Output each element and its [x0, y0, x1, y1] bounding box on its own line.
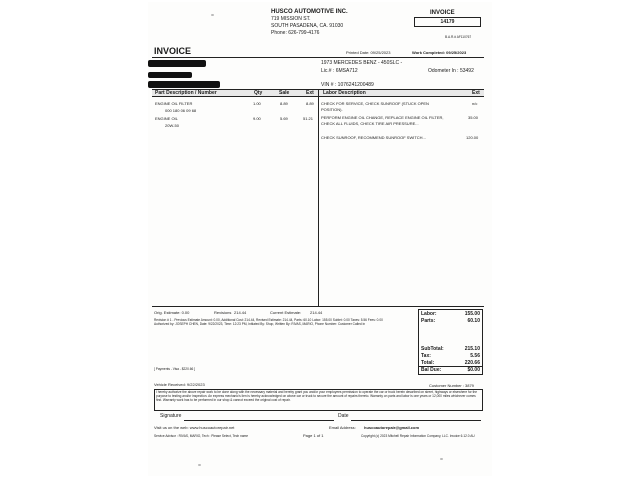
- vehicle-description: 1973 MERCEDES BENZ - 450SLC -: [321, 60, 403, 66]
- labor-row-1-ext: n/c: [472, 101, 478, 106]
- tax-amount: 5.56: [470, 353, 480, 359]
- current-estimate-value: 214.44: [310, 310, 323, 315]
- vehicle-license: Lic.# : 6MSA712: [321, 68, 358, 74]
- email-address[interactable]: huscoautorepair@gmail.com: [364, 425, 420, 430]
- vehicle-vin: VIN # : 1076241200489: [321, 82, 374, 88]
- baldue-label: Bal Due:: [421, 367, 442, 373]
- part-row-2-qty: 9.00: [253, 116, 261, 121]
- parts-total-label: Parts:: [421, 318, 436, 324]
- signature-label: Signature: [160, 413, 182, 419]
- revisions-value: 214.44: [234, 310, 247, 315]
- labor-total-label: Labor:: [421, 311, 437, 317]
- revisions-label: Revisions: [214, 310, 232, 315]
- parts-header-qty: Qty: [254, 90, 263, 96]
- labor-total-value: [448, 311, 480, 317]
- redacted-customer-address: [148, 72, 192, 78]
- subtotal-value: [448, 346, 480, 352]
- bar-number: B.A.R.# AF110767: [445, 35, 472, 39]
- title-divider: [152, 57, 484, 58]
- authorization-text: I hereby authorize the above repair work to be done along with the necessary material and hereby grant you and/or your employees permission to operate the car or truck herein described on street, highways or elsewhere for the purpose to testing and/or inspection. An express mechanic's lien is hereby acknowledged on above car or truck to secure the amount of repairs thereto. Warranty on parts and labor is one years or 12,000 miles whichever comes first. Warranty work has to be performed in our shop & cannot exceed the original cost of repair.: [156, 390, 478, 402]
- part-row-1-qty: 1.00: [253, 101, 261, 106]
- parts-total-amount: 60.10: [467, 318, 480, 324]
- parts-header-sale: Sale: [279, 90, 290, 96]
- parts-total-value: [448, 318, 480, 324]
- labor-row-2-ext: 35.00: [468, 115, 479, 120]
- odometer-in: Odometer In : 53492: [428, 68, 474, 74]
- vehicle-received: Vehicle Received: 9/22/2023: [154, 382, 205, 387]
- labor-row-3-ext: 120.00: [466, 135, 479, 140]
- redacted-customer-phone: [148, 81, 220, 88]
- labor-row-3-desc: CHECK SUNROOF, RECOMMEND SUNROOF SWITCH...: [321, 135, 426, 140]
- labor-header-ext: Ext: [472, 90, 480, 96]
- scan-speck: [211, 14, 214, 16]
- service-advisor: Service Advisor : RIVAS, MARIO, Tech : Please Select, Tech name: [154, 434, 249, 438]
- current-estimate-label: Current Estimate:: [270, 310, 302, 315]
- payment-line: [ Payments - Visa - $220.66 ]: [154, 367, 196, 371]
- company-city: SOUTH PASADENA, CA. 91030: [271, 23, 344, 29]
- copyright: Copyright (c) 2023 Mitchell Repair Information Company, LLC. Invoice 6.12.0 AU: [361, 434, 475, 438]
- labor-header-description: Labor Description: [323, 90, 366, 96]
- scan-speck: [440, 458, 443, 460]
- part-row-1-ext: 8.89: [306, 101, 314, 106]
- total-label: Total:: [421, 360, 435, 366]
- invoice-box-label: INVOICE: [430, 10, 455, 16]
- labor-total-amount: 155.00: [464, 311, 480, 317]
- subtotal-label: SubTotal:: [421, 346, 444, 352]
- part-row-2-number: 20W-50: [165, 123, 179, 128]
- part-row-2-desc: ENGINE OIL: [155, 116, 178, 121]
- tax-label: Tax:: [421, 353, 431, 359]
- part-row-2-ext: 51.21: [303, 116, 314, 121]
- customer-number: Customer Number : 3879: [429, 383, 474, 388]
- labor-row-2-desc: PERFORM ENGINE OIL CHANGE, REPLACE ENGINE OIL FILTER, CHECK ALL FLUIDS, CHECK TIRE AIR PRESSURE...: [321, 115, 444, 126]
- total-amount: 220.66: [464, 360, 480, 366]
- invoice-sheet: [148, 2, 492, 476]
- company-street: 719 MISSION ST.: [271, 16, 311, 22]
- company-phone: Phone: 626-799-4176: [271, 30, 320, 36]
- redacted-customer-name: [148, 60, 206, 67]
- date-label: Date: [338, 413, 349, 419]
- orig-estimate: Orig. Estimate: 0.00: [154, 310, 190, 315]
- part-row-1-desc: ENGINE OIL FILTER: [155, 101, 193, 106]
- website[interactable]: Visit us on the web: www.huscoautorepair.net: [154, 425, 235, 430]
- company-name: HUSCO AUTOMOTIVE INC.: [271, 9, 348, 15]
- baldue-value: [448, 367, 480, 373]
- column-divider: [318, 89, 319, 306]
- printed-date: Printed Date: 09/25/2023: [346, 50, 391, 55]
- work-completed-date: Work Completed: 09/25/2023: [412, 50, 467, 55]
- estimate-divider: [152, 306, 484, 307]
- invoice-title: INVOICE: [154, 46, 192, 56]
- parts-header-description: Part Description / Number: [155, 90, 217, 96]
- part-row-1-sale: 8.89: [280, 101, 288, 106]
- subtotal-amount: 215.10: [464, 346, 480, 352]
- part-row-2-sale: 5.69: [280, 116, 288, 121]
- email-label: Email Address:: [329, 425, 356, 430]
- signature-line[interactable]: [184, 420, 334, 421]
- page-number: Page 1 of 1: [303, 433, 324, 438]
- scan-speck: [198, 464, 201, 466]
- baldue-amount: $0.00: [467, 367, 480, 373]
- parts-header-ext: Ext: [306, 90, 314, 96]
- revision-note: Revision # 1 - Previous Estimate Amount: 0.00, Additional Cost: 214.44, Revised Estimate: 214.44, Parts: 60.10 Labor: 155.00 Sublet: 0.00 Taxes: 5.56 Fees: 0.00 Authorized by: JOSEPH CHEN, Date: 9/22/2023, Time: 12:23 PM, Initiated By: Shop, Written By: RIVAS, MARIO, Phone Number: Customer Called in: [154, 318, 383, 326]
- labor-row-1-desc: CHECK FOR SERVICE, CHECK SUNROOF (STUCK OPEN POSITION).: [321, 101, 429, 112]
- part-row-1-number: 000 180 06 09 68: [165, 108, 197, 113]
- tax-value: [448, 353, 480, 359]
- invoice-number: 14179: [440, 19, 455, 25]
- date-line[interactable]: [351, 420, 481, 421]
